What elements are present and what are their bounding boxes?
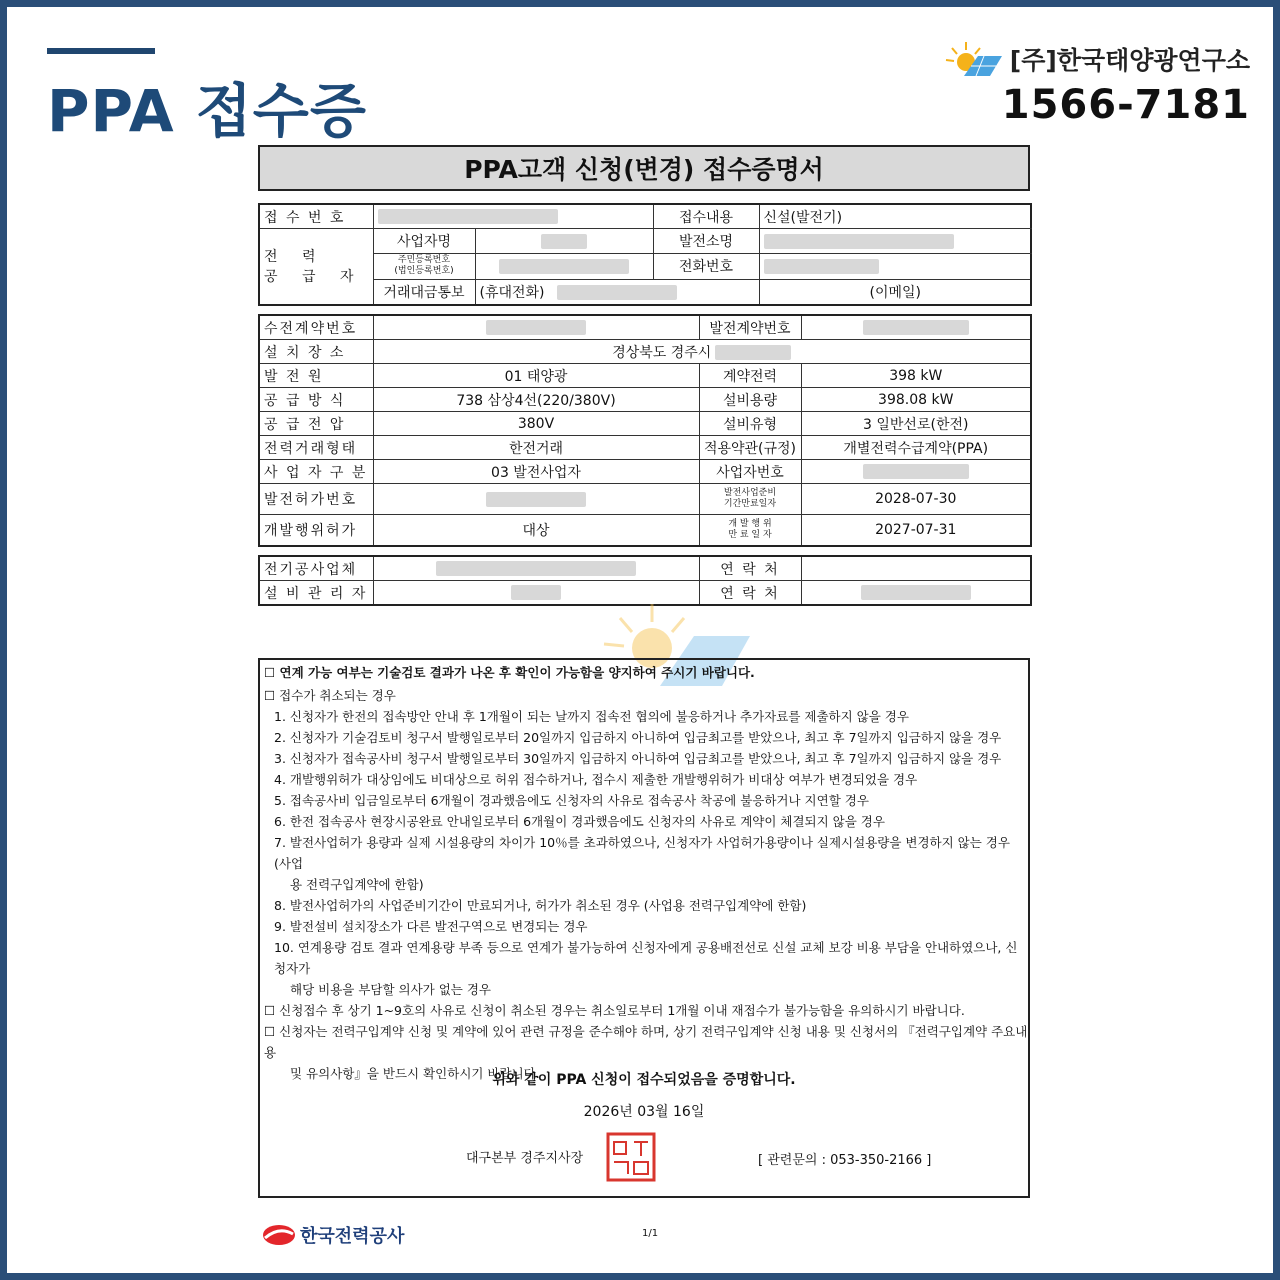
contractor-row <box>259 556 1031 581</box>
kepco-name: 한국전력공사 <box>300 1226 405 1247</box>
redacted-value <box>715 345 791 360</box>
contract-value <box>373 315 699 340</box>
contract-value-2 <box>801 436 1031 460</box>
redacted-value <box>863 320 969 335</box>
contract-value-2 <box>801 515 1031 547</box>
kepco-logo <box>262 1222 404 1248</box>
contract-label-2-line: 만 료 일 자 <box>728 530 772 540</box>
contract-value-2-text: 3 일반선로(한전) <box>863 416 969 433</box>
contract-value-text: 01 태양광 <box>504 368 568 385</box>
email-label: (이메일) <box>869 284 921 301</box>
contract-label: 발전허가번호 <box>259 484 373 515</box>
certification-text: 위와 같이 PPA 신청이 접수되었음을 증명합니다. <box>492 1072 796 1088</box>
redacted-value <box>486 492 586 507</box>
id-label-line2: (법인등록번호) <box>394 266 454 277</box>
contract-row <box>259 364 1031 388</box>
contract-value <box>373 436 699 460</box>
receipt-no-label: 접 수 번 호 <box>259 204 373 229</box>
notice-note-cont: 및 유의사항』을 반드시 확인하시기 바랍니다. <box>290 1066 540 1081</box>
contract-label-2: 계약전력 <box>699 364 801 388</box>
contract-value-2 <box>801 460 1031 484</box>
receipt-type-value: 신설(발전기) <box>759 204 1031 229</box>
receipt-type-label: 접수내용 <box>653 204 759 229</box>
contract-value-2-text: 2028-07-30 <box>875 491 957 507</box>
contract-value <box>373 340 1031 364</box>
id-number-label <box>373 254 475 279</box>
contract-value-2 <box>801 484 1031 515</box>
redacted-value <box>486 320 586 335</box>
contract-value-text: 380V <box>517 415 555 432</box>
cancel-item: 7. 발전사업허가 용량과 실제 시설용량의 차이가 10％를 초과하였으나, 신청자가 사업허가용량이나 실제시설용량을 변경하지 않는 경우 (사업 <box>274 835 1010 871</box>
contract-value-text: 경상북도 경주시 <box>612 344 712 361</box>
contact-label: 연 락 처 <box>699 581 801 606</box>
payment-notice-label: 거래대금통보 <box>373 279 475 305</box>
redacted-value <box>861 585 971 600</box>
business-name-value <box>475 229 653 254</box>
contract-label-2: 설비용량 <box>699 388 801 412</box>
receipt-document <box>258 145 1030 606</box>
contract-value <box>373 388 699 412</box>
mobile-field <box>475 279 759 305</box>
contract-table <box>258 314 1032 547</box>
cancel-item: 5. 접속공사비 입금일로부터 6개월이 경과했음에도 신청자의 사유로 접속공사 착공에 불응하거나 지연할 경우 <box>274 793 869 808</box>
notice-note: ☐ 신청자는 전력구입계약 신청 및 계약에 있어 관련 규정을 준수해야 하며, 상기 전력구입계약 신청 내용 및 신청서의 『전력구입계약 주요내용 <box>264 1024 1028 1060</box>
tel-value <box>759 254 1031 279</box>
contact-value <box>801 556 1031 581</box>
contract-value-text: 한전거래 <box>508 440 564 457</box>
business-name-label: 사업자명 <box>373 229 475 254</box>
contact-label: 연 락 처 <box>699 556 801 581</box>
supplier-label <box>259 229 373 306</box>
contract-value-2 <box>801 412 1031 436</box>
contract-label: 개발행위허가 <box>259 515 373 547</box>
plant-name-value <box>759 229 1031 254</box>
cancel-head: ☐ 접수가 취소되는 경우 <box>264 688 396 703</box>
official-seal-icon <box>606 1132 656 1182</box>
contract-row <box>259 436 1031 460</box>
issuing-office: 대구본부 경주지사장 <box>466 1151 584 1166</box>
contract-value-2-text: 개별전력수급계약(PPA) <box>843 440 989 457</box>
contractor-value <box>373 556 699 581</box>
contract-label: 발 전 원 <box>259 364 373 388</box>
document-title: PPA고객 신청(변경) 접수증명서 <box>258 145 1030 191</box>
redacted-value <box>436 561 636 576</box>
contract-label: 공 급 방 식 <box>259 388 373 412</box>
contract-value <box>373 515 699 547</box>
page-number: 1/1 <box>642 1228 659 1239</box>
contract-value-text: 738 삼상4선(220/380V) <box>456 392 616 409</box>
receipt-no-value <box>373 204 653 229</box>
notice-head: ☐ 연계 가능 여부는 기술검토 결과가 나온 후 확인이 가능함을 양지하여 주시기 바랍니다. <box>264 665 755 680</box>
contract-value-2-text: 2027-07-31 <box>875 522 957 538</box>
cancel-item: 3. 신청자가 접속공사비 청구서 발행일로부터 30일까지 입금하지 아니하여 입금최고를 받았으나, 최고 후 7일까지 입금하지 않을 경우 <box>274 751 1002 766</box>
contract-value-2 <box>801 388 1031 412</box>
contract-row <box>259 340 1031 364</box>
contract-label-2 <box>699 484 801 515</box>
contract-value <box>373 484 699 515</box>
applicant-table <box>258 203 1032 306</box>
brand-phone: 1566-7181 <box>1001 82 1250 128</box>
kepco-emblem-icon <box>262 1224 296 1246</box>
cancel-item: 4. 개발행위허가 대상임에도 비대상으로 허위 접수하거나, 접수시 제출한 개발행위허가 비대상 여부가 변경되었을 경우 <box>274 772 918 787</box>
contract-row <box>259 412 1031 436</box>
tel-label: 전화번호 <box>653 254 759 279</box>
contract-label: 공 급 전 압 <box>259 412 373 436</box>
contract-label-2-line: 기간만료일자 <box>723 499 777 509</box>
contract-label: 수전계약번호 <box>259 315 373 340</box>
cancel-item-cont: 해당 비용을 부담할 의사가 없는 경우 <box>290 982 491 997</box>
contractor-label: 전기공사업체 <box>259 556 373 581</box>
contract-value-2 <box>801 364 1031 388</box>
cancel-item: 8. 발전사업허가의 사업준비기간이 만료되거나, 허가가 취소된 경우 (사업용 전력구입계약에 한함) <box>274 898 807 913</box>
contact-value <box>801 581 1031 606</box>
id-label-line1: 주민등록번호 <box>397 255 451 266</box>
contractor-label: 설 비 관 리 자 <box>259 581 373 606</box>
supplier-label-line2: 공 급 자 <box>264 268 364 285</box>
contract-row <box>259 460 1031 484</box>
notice-box <box>258 658 1030 1198</box>
plant-name-label: 발전소명 <box>653 229 759 254</box>
contract-value-2-text: 398 kW <box>889 367 943 384</box>
issue-date: 2026년 03월 16일 <box>583 1104 705 1120</box>
cancel-item: 10. 연계용량 검토 결과 연계용량 부족 등으로 연계가 불가능하여 신청자에게 공용배전선로 신설 교체 보강 비용 부담을 안내하였으나, 신청자가 <box>274 940 1018 976</box>
sun-panel-logo-icon <box>940 40 1004 78</box>
cancel-item: 6. 한전 접속공사 현장시공완료 안내일로부터 6개월이 경과했음에도 신청자의 사유로 계약이 체결되지 않을 경우 <box>274 814 885 829</box>
contract-value <box>373 412 699 436</box>
contract-value <box>373 364 699 388</box>
email-field <box>759 279 1031 305</box>
contract-label-2: 사업자번호 <box>699 460 801 484</box>
brand-block <box>940 40 1250 128</box>
contract-label: 설 치 장 소 <box>259 340 373 364</box>
page-title: PPA 접수증 <box>47 77 367 145</box>
id-number-value <box>475 254 653 279</box>
contract-row <box>259 484 1031 515</box>
contract-label: 사 업 자 구 분 <box>259 460 373 484</box>
contract-label-2-line: 개 발 행 위 <box>728 519 772 529</box>
contract-label-2: 적용약관(규정) <box>699 436 801 460</box>
contract-value-text: 03 발전사업자 <box>491 464 581 481</box>
contract-value <box>373 460 699 484</box>
notice-note: ☐ 신청접수 후 상기 1~9호의 사유로 신청이 취소된 경우는 취소일로부터 1개월 이내 재접수가 불가능함을 유의하시기 바랍니다. <box>264 1003 965 1018</box>
cancel-item: 9. 발전설비 설치장소가 다른 발전구역으로 변경되는 경우 <box>274 919 588 934</box>
contract-label-2-line: 발전사업준비 <box>723 488 777 498</box>
contract-label: 전력거래형태 <box>259 436 373 460</box>
redacted-value <box>511 585 561 600</box>
contract-label-2: 설비유형 <box>699 412 801 436</box>
title-accent-bar <box>47 48 155 54</box>
contract-value-text: 대상 <box>522 523 550 539</box>
mobile-label: (휴대전화) <box>479 284 545 301</box>
contract-row <box>259 315 1031 340</box>
contract-row <box>259 515 1031 547</box>
contract-label-2 <box>699 515 801 547</box>
contract-label-2: 발전계약번호 <box>699 315 801 340</box>
cancel-item: 1. 신청자가 한전의 접속방안 안내 후 1개월이 되는 날까지 접속전 협의에 불응하거나 추가자료를 제출하지 않을 경우 <box>274 709 909 724</box>
brand-name: [주]한국태양광연구소 <box>1009 46 1250 75</box>
redacted-value <box>863 464 969 479</box>
supplier-label-line1: 전 력 <box>264 248 326 265</box>
contract-value-2-text: 398.08 kW <box>878 391 954 408</box>
contract-value-2 <box>801 315 1031 340</box>
cancel-item: 2. 신청자가 기술검토비 청구서 발행일로부터 20일까지 입금하지 아니하여 입금최고를 받았으나, 최고 후 7일까지 입금하지 않을 경우 <box>274 730 1002 745</box>
inquiry-contact: [ 관련문의 : 053-350-2166 ] <box>758 1153 932 1168</box>
contract-row <box>259 388 1031 412</box>
cancel-item-cont: 용 전력구입계약에 한함) <box>290 877 424 892</box>
